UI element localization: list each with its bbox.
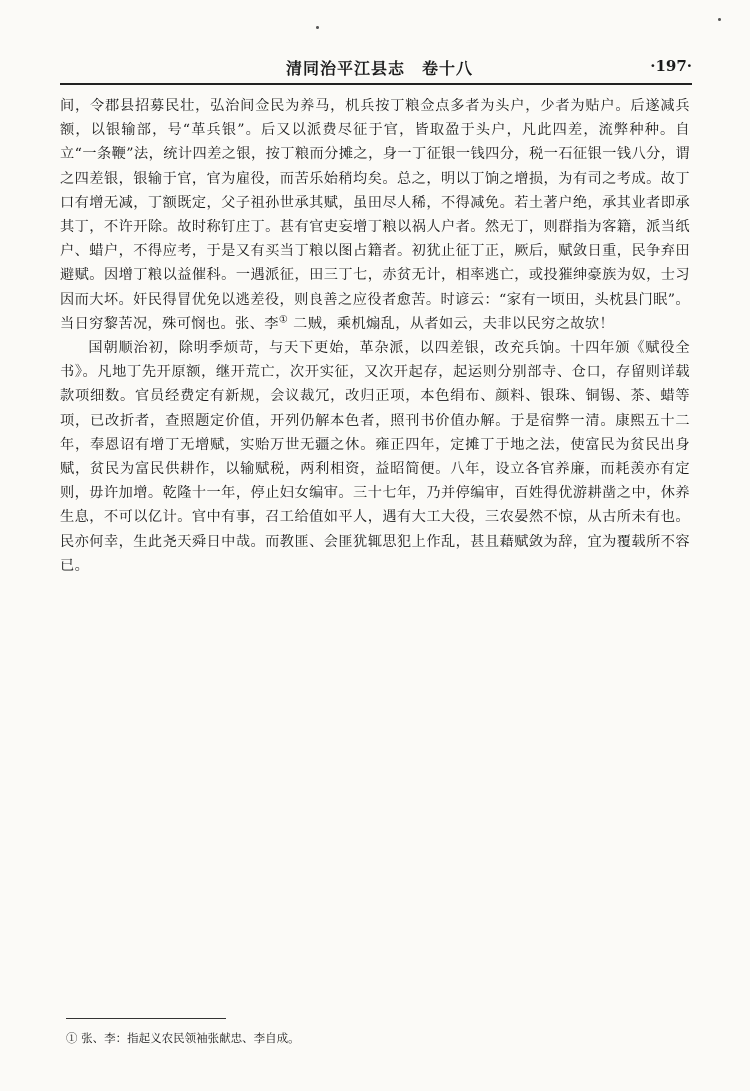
- running-header: [60, 56, 692, 80]
- footnote-number: ①: [66, 1031, 78, 1045]
- paragraph: [60, 94, 690, 336]
- scan-speck: [316, 26, 319, 29]
- paragraph-text-end: 二贼，乘机煽乱，从者如云，夫非以民穷之故欤！: [288, 315, 615, 332]
- footnote-text: 张、李：指起义农民领袖张献忠、李自成。: [81, 1031, 300, 1045]
- footnote-marker[interactable]: ①: [278, 314, 289, 326]
- header-rule: [60, 83, 692, 85]
- footnote: [66, 1030, 666, 1046]
- main-text: [60, 94, 690, 578]
- scan-speck: [718, 18, 721, 21]
- paragraph-text: 间，令郡县招募民壮，弘治间佥民为养马，机兵按丁粮佥点多者为头户，少者为贴户。后遂减兵额，以银输部，号“革兵银”。后又以派费尽征于官，皆取盈于头户，凡此四差，流弊种种。自立“一条鞭”法，统计四差之银，按丁粮而分摊之，身一丁征银一钱四分，税一石征银一钱八分，谓之四差银，银输于官，官为雇役，而苦乐始稍均矣。总之，明以丁饷之增损，为有司之考成。故丁口有增无减，丁额既定，父子祖孙世承其赋，虽田尽人稀，不得减免。若土著户绝，承其业者即承其丁，不许开除。故时称钉庄丁。甚有官吏妄增丁粮以祸人户者。然无丁，则群指为客籍，派当纸户、蜡户，不得应考，于是又有买当丁粮以图占籍者。初犹止征丁正，厥后，赋敛日重，民争弃田避赋。因增丁粮以益催科。一遇派征，田三丁七，赤贫无计，相率逃亡，或投獕绅豪族为奴，士习因而大坏。奸民得冒优免以逃差役，则良善之应役者愈苦。时谚云：“家有一顷田，头枕县门眠”。当日穷黎苦况，殊可悯也。张、李: [60, 98, 690, 332]
- page-number: ·197·: [650, 57, 692, 75]
- book-title: 清同治平江县志 卷十八: [286, 59, 474, 78]
- footnote-rule: [66, 1018, 226, 1019]
- paragraph: 国朝顺治初，除明季烦苛，与天下更始，革杂派，以四差银，改充兵饷。十四年颁《赋役全书》。凡地丁先开原额，继开荒亡，次开实征，又次开起存，起运则分别部寺、仓口，存留则详载款项细数。官员经费定有新规，会议裁冗，改归正项，本色绢布、颜料、银珠、铜锡、茶、蜡等项，已改折者，查照题定价值，开列仍解本色者，照刊书价值办解。于是宿弊一清。康熙五十二年，奉恩诏有增丁无增赋，实贻万世无疆之休。雍正四年，定摊丁于地之法，使富民为贫民出身赋，贫民为富民供耕作，以输赋税，两利相资，益昭简便。八年，设立各官养廉，而耗羡亦有定则，毋许加增。乾隆十一年，停止妇女编审。三十七年，乃并停编审，百姓得优游耕凿之中，休养生息，不可以亿计。官中有事，召工给值如平人，遇有大工大役，三农晏然不惊，从古所未有也。民亦何幸，生此尧天舜日中哉。而教匪、会匪犹辄思犯上作乱，甚且藉赋敛为辞，宜为覆载所不容已。: [60, 340, 690, 574]
